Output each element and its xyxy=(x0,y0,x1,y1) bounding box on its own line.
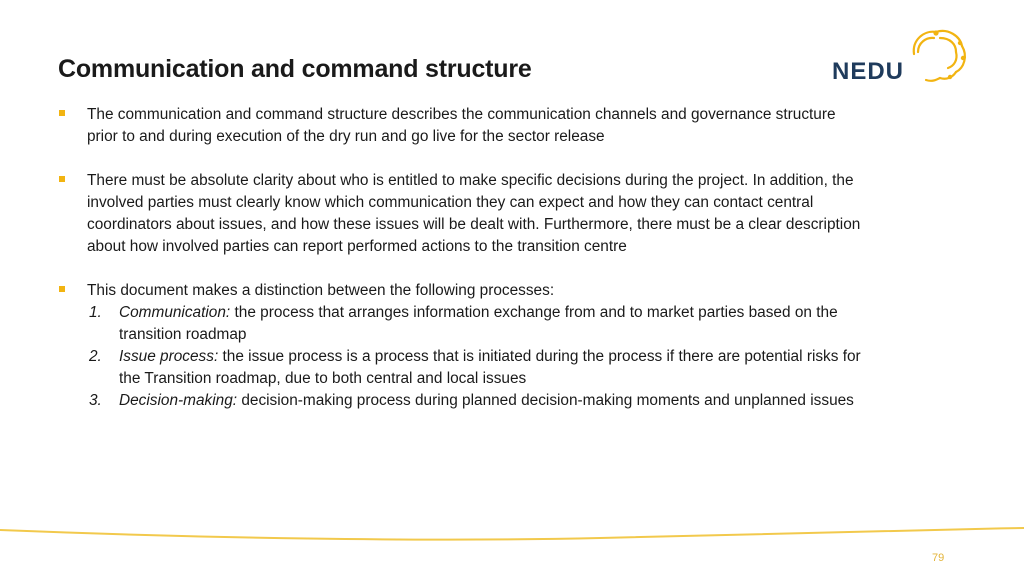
process-item-issue xyxy=(87,346,868,390)
bullet-text: There must be absolute clarity about who is entitled to make specific decisions during the project. In addition, the involved parties must clearly know which communication they can expect and how they can contact central coordinators about issues, and how these issues will be dealt with. Furthermore, there must be a clear description about how involved parties can report performed actions to the transition centre xyxy=(87,172,861,255)
process-description: decision-making process during planned decision-making moments and unplanned issues xyxy=(237,392,854,409)
process-item-communication xyxy=(87,302,868,346)
bullet-square-icon xyxy=(59,286,65,292)
list-number: 2. xyxy=(89,348,102,365)
bullet-list xyxy=(58,104,868,412)
list-number: 1. xyxy=(89,304,102,321)
process-item-decision-making xyxy=(87,390,868,412)
bullet-item xyxy=(58,170,868,258)
logo-mark-icon xyxy=(906,28,972,86)
nedu-logo xyxy=(832,28,972,86)
process-term: Decision-making: xyxy=(119,392,238,409)
process-description: the process that arranges information exchange from and to market parties based on the transition roadmap xyxy=(119,304,838,343)
process-term: Issue process: xyxy=(119,348,219,365)
bullet-square-icon xyxy=(59,110,65,116)
bullet-square-icon xyxy=(59,176,65,182)
page-number: 79 xyxy=(932,552,945,564)
process-description: the issue process is a process that is initiated during the process if there are potential risks for the Transition roadmap, due to both central and local issues xyxy=(119,348,861,387)
bullet-item xyxy=(58,104,868,148)
list-number: 3. xyxy=(89,392,102,409)
footer-divider xyxy=(0,516,1024,546)
process-list xyxy=(87,302,868,412)
page-title: Communication and command structure xyxy=(58,55,532,83)
bullet-text: The communication and command structure describes the communication channels and governance structure prior to and during execution of the dry run and go live for the sector release xyxy=(87,106,836,145)
logo-wordmark: NEDU xyxy=(832,58,905,85)
bullet-item xyxy=(58,280,868,412)
bullet-text: This document makes a distinction between the following processes: xyxy=(87,282,555,299)
process-term: Communication: xyxy=(119,304,231,321)
